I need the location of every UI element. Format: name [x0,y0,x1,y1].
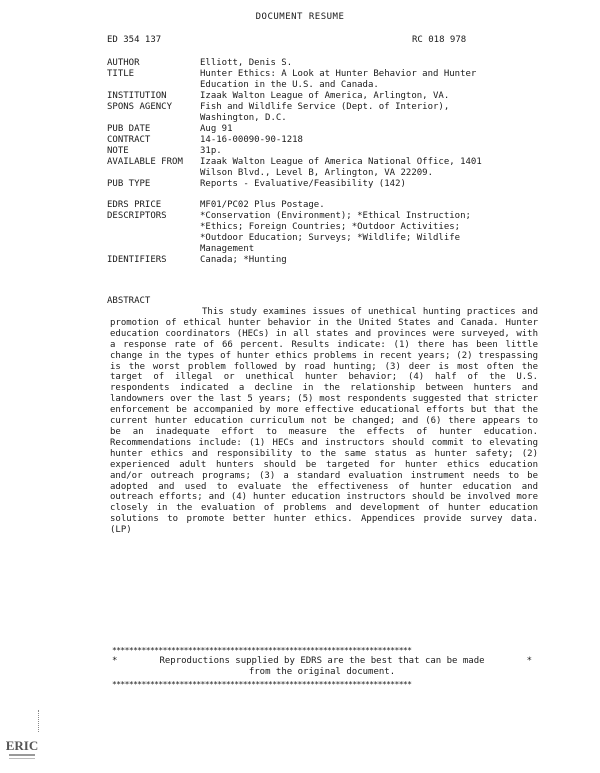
document-title: DOCUMENT RESUME [255,12,345,22]
star-edge-right: * [526,656,532,666]
field-value: Fish and Wildlife Service (Dept. of Interior), Washington, D.C. [200,102,450,123]
field-label: INSTITUTION [107,91,167,101]
field-note [107,146,577,157]
field-value: 14-16-00090-90-1218 [200,135,303,145]
rc-number: RC 018 978 [412,35,467,45]
field-label: AVAILABLE FROM [107,157,183,167]
field-value: Izaak Walton League of America National Office, 1401 Wilson Blvd., Level B, Arlington, VA 22209. [200,157,482,178]
margin-mark [38,710,41,732]
field-label: PUB DATE [107,124,151,134]
reproduction-line-1: Reproductions supplied by EDRS are the best that can be made [159,656,485,666]
eric-logo-text: ERIC [6,738,38,753]
field-gap [107,190,577,200]
field-value: Izaak Walton League of America, Arlington, VA. [200,91,450,101]
field-contract [107,135,577,146]
field-label: TITLE [107,69,135,79]
field-label: EDRS PRICE [107,200,162,210]
field-author [107,58,577,69]
field-label: PUB TYPE [107,179,151,189]
field-pub-date [107,124,577,135]
field-value: Hunter Ethics: A Look at Hunter Behavior and Hunter Education in the U.S. and Canada. [200,69,477,90]
field-label: IDENTIFIERS [107,255,167,265]
field-value: Elliott, Denis S. [200,58,293,68]
field-label: CONTRACT [107,135,151,145]
field-value: Reports - Evaluative/Feasibility (142) [200,179,406,189]
field-institution [107,91,577,102]
metadata-fields [107,58,577,266]
abstract-heading: ABSTRACT [107,296,151,306]
field-title [107,69,577,91]
field-available-from [107,157,577,179]
field-label: AUTHOR [107,58,140,68]
field-pub-type [107,179,577,190]
star-border-bottom: *********************************************************************** [112,680,412,689]
field-label: SPONS AGENCY [107,102,173,112]
field-descriptors [107,211,577,255]
ed-number: ED 354 137 [107,35,162,45]
star-border-top: *********************************************************************** [112,646,412,655]
field-identifiers [107,255,577,266]
field-label: NOTE [107,146,129,156]
reproduction-line-2: from the original document. [248,667,396,677]
eric-logo-icon [6,734,38,764]
field-value: Canada; *Hunting [200,255,287,265]
abstract-body: This study examines issues of unethical hunting practices and promotion of ethical hunter behavior in the United States and Canada. Hunter education coordinators (HECs) in all states and provinces were surveyed, with a response rate of 66 percent. Results indicate: (1) there has been little change in the types of hunter ethics problems in recent years; (2) trespassing is the worst problem followed by road hunting; (3) deer is most often the target of illegal or unethical hunter behavior; (4) half of the U.S. respondents indicated a decline in the relationship between hunters and landowners over the last 5 years; (5) most respondents suggested that stricter enforcement be accompanied by more effective educational efforts but that the current hunter education curriculum not be changed; and (6) there appears to be an inadequate effort to measure the effects of hunter education. Recommendations include: (1) HECs and instructors should commit to elevating hunter ethics and responsibility to the same status as hunter safety; (2) experienced adult hunters should be targeted for hunter ethics education and/or outreach programs; (3) a standard evaluation instrument needs to be adopted and used to evaluate the effectiveness of hunter education and outreach efforts; and (4) hunter education instructors should be involved more closely in the evaluation of problems and development of hunter education solutions to promote better hunter ethics. Appendices provide survey data. (LP) [110,307,538,536]
field-value: MF01/PC02 Plus Postage. [200,200,325,210]
reproduction-notice [112,656,532,678]
field-value: *Conservation (Environment); *Ethical Instruction; *Ethics; Foreign Countries; *Outdoor Activities; *Outdoor Education; Surveys; *Wildlife; Wildlife Management [200,211,471,254]
field-spons-agency [107,102,577,124]
star-edge-left: * [112,656,118,666]
field-value: Aug 91 [200,124,233,134]
field-value: 31p. [200,146,222,156]
field-edrs-price [107,200,577,211]
field-label: DESCRIPTORS [107,211,167,221]
